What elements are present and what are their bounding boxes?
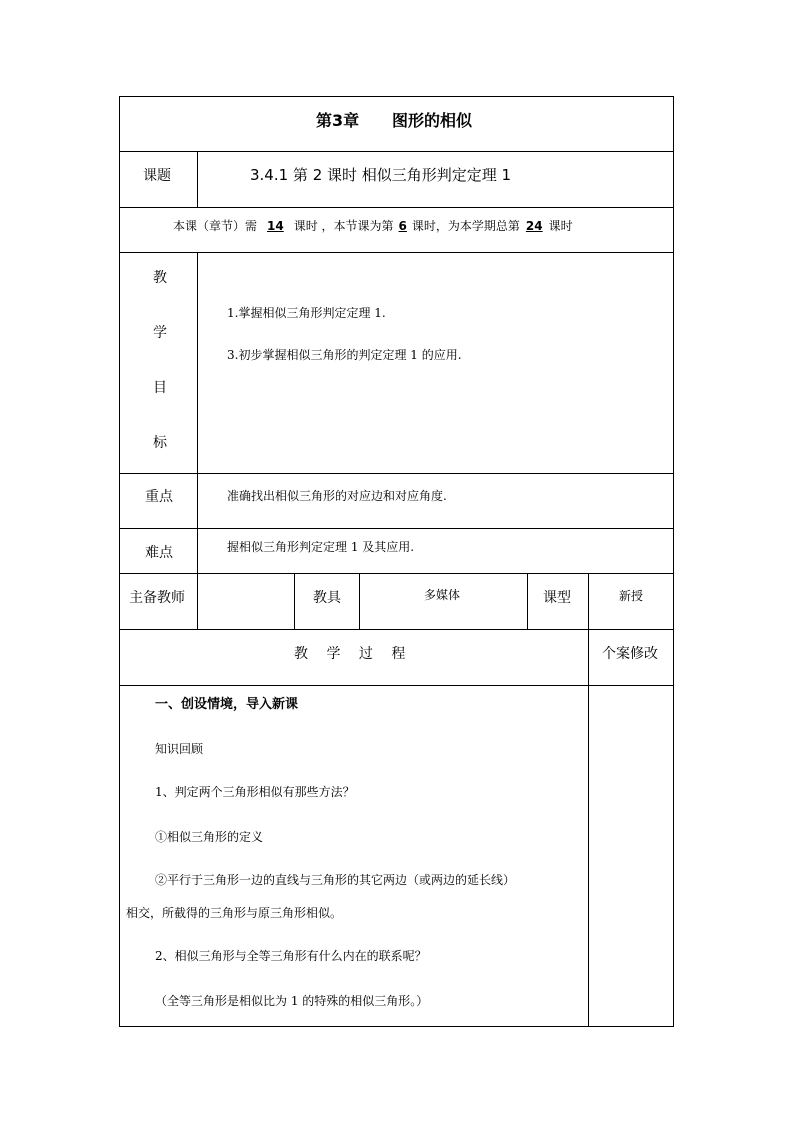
review-title: 知识回顾 [155, 742, 204, 756]
row-divider [119, 573, 674, 574]
hours-text: 课时，为本学期总第 [411, 219, 520, 233]
lesson-type-value: 新授 [619, 589, 644, 603]
difficulty-value: 握相似三角形判定定理 1 及其应用. [227, 540, 415, 554]
method-2-line-2: 相交，所截得的三角形与原三角形相似。 [126, 906, 343, 920]
col-divider [294, 573, 295, 629]
table-border-top [119, 96, 674, 97]
chapter-number: 第3章 [316, 111, 360, 130]
key-point-label: 重点 [145, 489, 173, 505]
teacher-label: 主备教师 [129, 590, 185, 606]
topic-label: 课题 [143, 168, 171, 184]
row-divider [119, 151, 674, 152]
row-divider [119, 473, 674, 474]
answer-2: （全等三角形是相似比为 1 的特殊的相似三角形。） [155, 994, 429, 1008]
row-divider [119, 207, 674, 208]
lesson-type-label: 课型 [543, 590, 571, 606]
objective-item: 1.掌握相似三角形判定定理 1. [227, 306, 386, 320]
section-hour-value: 6 [398, 219, 407, 233]
topic-value: 3.4.1 第 2 课时 相似三角形判定定理 1 [250, 166, 512, 184]
col-divider [197, 151, 198, 207]
chapter-title: 图形的相似 [392, 111, 473, 130]
key-point-value: 准确找出相似三角形的对应边和对应角度. [227, 489, 447, 503]
hours-text: 本课（章节）需 [173, 219, 258, 233]
hours-text: 课时 ，本节课为第 [293, 219, 394, 233]
teaching-tool-value: 多媒体 [424, 588, 461, 602]
objectives-label-char: 标 [153, 435, 167, 451]
table-border-right [673, 96, 674, 1027]
objectives-label-char: 目 [153, 380, 167, 396]
hours-text: 课时 [548, 219, 573, 233]
question-2: 2、相似三角形与全等三角形有什么内在的联系呢？ [155, 949, 427, 963]
teaching-tool-label: 教具 [313, 590, 341, 606]
objectives-label-char: 教 [153, 270, 167, 286]
method-1: ①相似三角形的定义 [155, 830, 264, 844]
table-border-left [119, 96, 120, 1027]
total-hours-value: 14 [267, 219, 284, 233]
col-divider [588, 573, 589, 1027]
row-divider [119, 685, 674, 686]
col-divider [527, 573, 528, 629]
method-2-line-1: ②平行于三角形一边的直线与三角形的其它两边（或两边的延长线） [155, 873, 516, 887]
row-divider [119, 528, 674, 529]
objective-item: 3.初步掌握相似三角形的判定定理 1 的应用. [227, 348, 462, 362]
hours-statement [173, 217, 573, 234]
col-divider [359, 573, 360, 629]
table-border-bottom [119, 1026, 674, 1027]
semester-hour-value: 24 [525, 219, 543, 233]
difficulty-label: 难点 [145, 545, 173, 561]
process-header-label: 教 学 过 程 [294, 646, 406, 662]
col-divider [197, 252, 198, 629]
modification-header-label: 个案修改 [602, 646, 658, 662]
row-divider [119, 252, 674, 253]
question-1: 1、判定两个三角形相似有那些方法？ [155, 785, 355, 799]
row-divider [119, 629, 674, 630]
objectives-label-char: 学 [153, 325, 167, 341]
section-title: 一、创设情境，导入新课 [155, 697, 299, 712]
